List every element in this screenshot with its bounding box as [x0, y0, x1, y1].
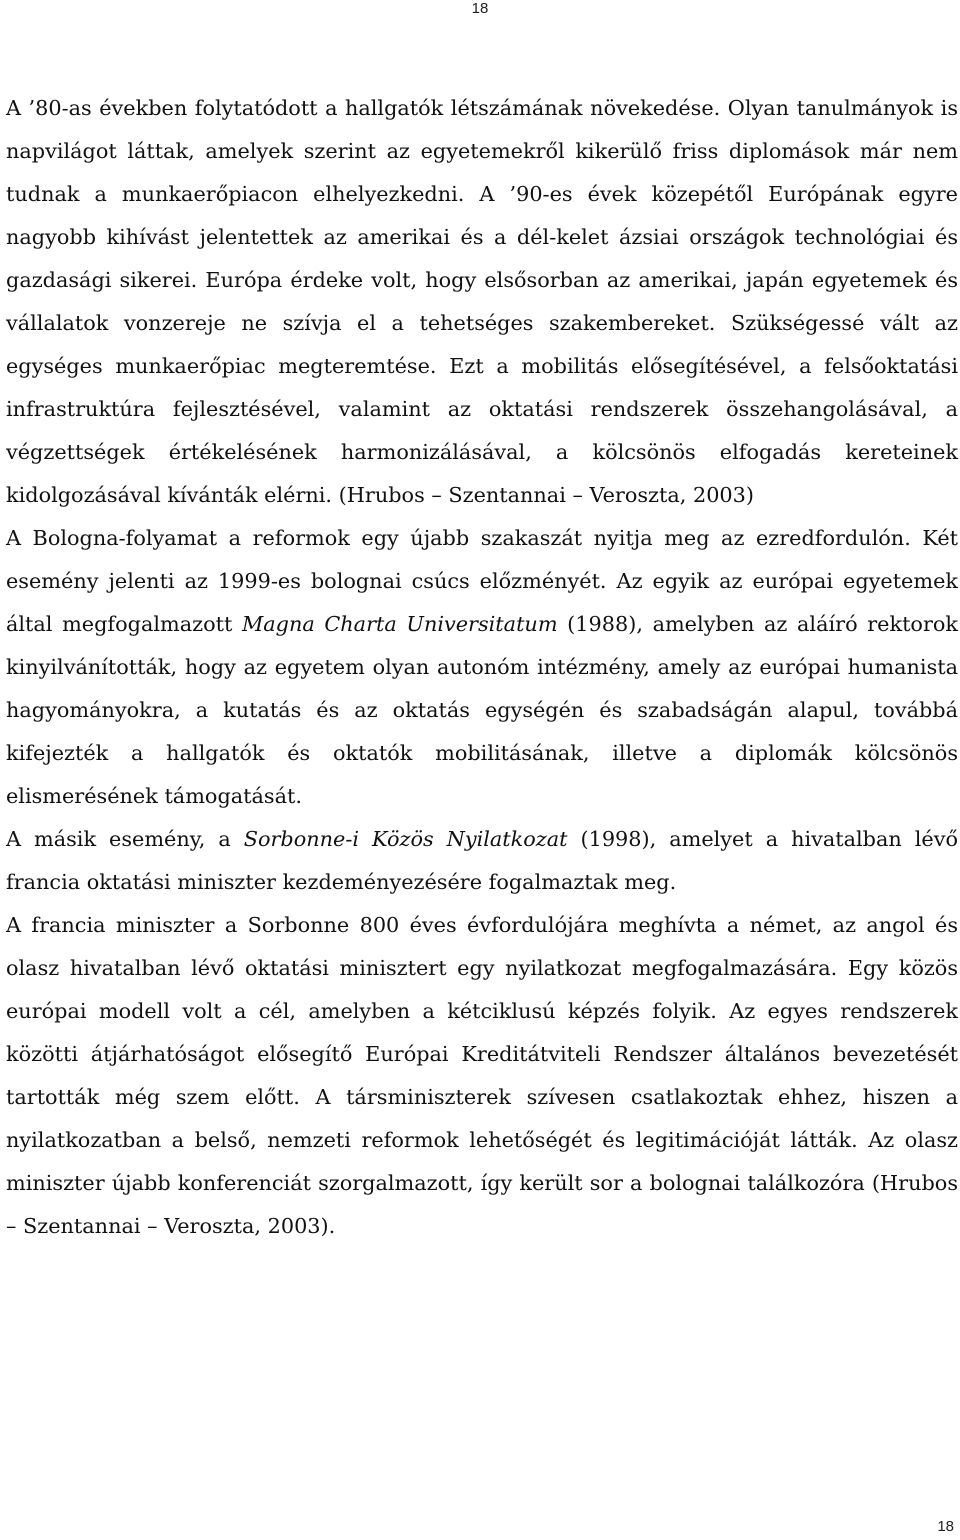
paragraph-4 [6, 904, 958, 1248]
paragraph-1 [6, 87, 958, 517]
paragraph-2-text-end: (1988), amelyben az aláíró rektorok kinyilvánították, hogy az egyetem olyan autonóm intézmény, amely az európai humanista hagyományokra, a kutatás és az oktatás egységén és szabadságán alapul, továbbá kifejezték a hallgatók és oktatók mobilitásának, illetve a diplomák kölcsönös elismerésének támogatását. [6, 612, 959, 808]
page-number-top: 18 [471, 0, 489, 17]
paragraph-2 [6, 517, 958, 818]
paragraph-1-text: A ’80-as években folytatódott a hallgatók létszámának növekedése. Olyan tanulmányok is napvilágot láttak, amelyek szerint az egyetemekről kikerülő friss diplomások már nem tudnak a munkaerőpiacon elhelyezkedni. A ’90-es évek közepétől Európának egyre nagyobb kihívást jelentettek az amerikai és a dél-kelet ázsiai országok technológiai és gazdasági sikerei. Európa érdeke volt, hogy elsősorban az amerikai, japán egyetemek és vállalatok vonzereje ne szívja el a tehetséges szakembereket. Szükségessé vált az egységes munkaerőpiac megteremtése. Ezt a mobilitás elősegítésével, a felsőoktatási infrastruktúra fejlesztésével, valamint az oktatási rendszerek összehangolásával, a végzettségek értékelésének harmonizálásával, a kölcsönös elfogadás kereteinek kidolgozásával kívánták elérni. (Hrubos – Szentannai – Veroszta, 2003) [6, 96, 958, 507]
paragraph-3-italic-title: Sorbonne-i Közös Nyilatkozat [243, 827, 568, 851]
paragraph-2-italic-title: Magna Charta Universitatum [241, 612, 558, 636]
paragraph-2-text-start: A Bologna-folyamat a reformok egy újabb szakaszát nyitja meg az ezredfordulón. Két esemény jelenti az 1999-es bolognai csúcs előzményét. Az egyik az európai egyetemek által megfogalmazott [6, 526, 958, 636]
page-number-bottom: 18 [937, 1518, 954, 1535]
paragraph-3-text-end: (1998), amelyet a hivatalban lévő francia oktatási miniszter kezdeményezésére fogalmaztak meg. [6, 827, 958, 894]
paragraph-4-text: A francia miniszter a Sorbonne 800 éves évfordulójára meghívta a német, az angol és olasz hivatalban lévő oktatási minisztert egy nyilatkozat megfogalmazására. Egy közös európai modell volt a cél, amelyben a kétciklusú képzés folyik. Az egyes rendszerek közötti átjárhatóságot elősegítő Európai Kreditátviteli Rendszer általános bevezetését tartották még szem előtt. A társminiszterek szívesen csatlakoztak ehhez, hiszen a nyilatkozatban a belső, nemzeti reformok lehetőségét és legitimációját látták. Az olasz miniszter újabb konferenciát szorgalmazott, így került sor a bolognai találkozóra (Hrubos – Szentannai – Veroszta, 2003). [6, 913, 958, 1238]
paragraph-3 [6, 818, 958, 904]
paragraph-3-text-start: A másik esemény, a [6, 827, 244, 851]
document-body [6, 87, 958, 1248]
